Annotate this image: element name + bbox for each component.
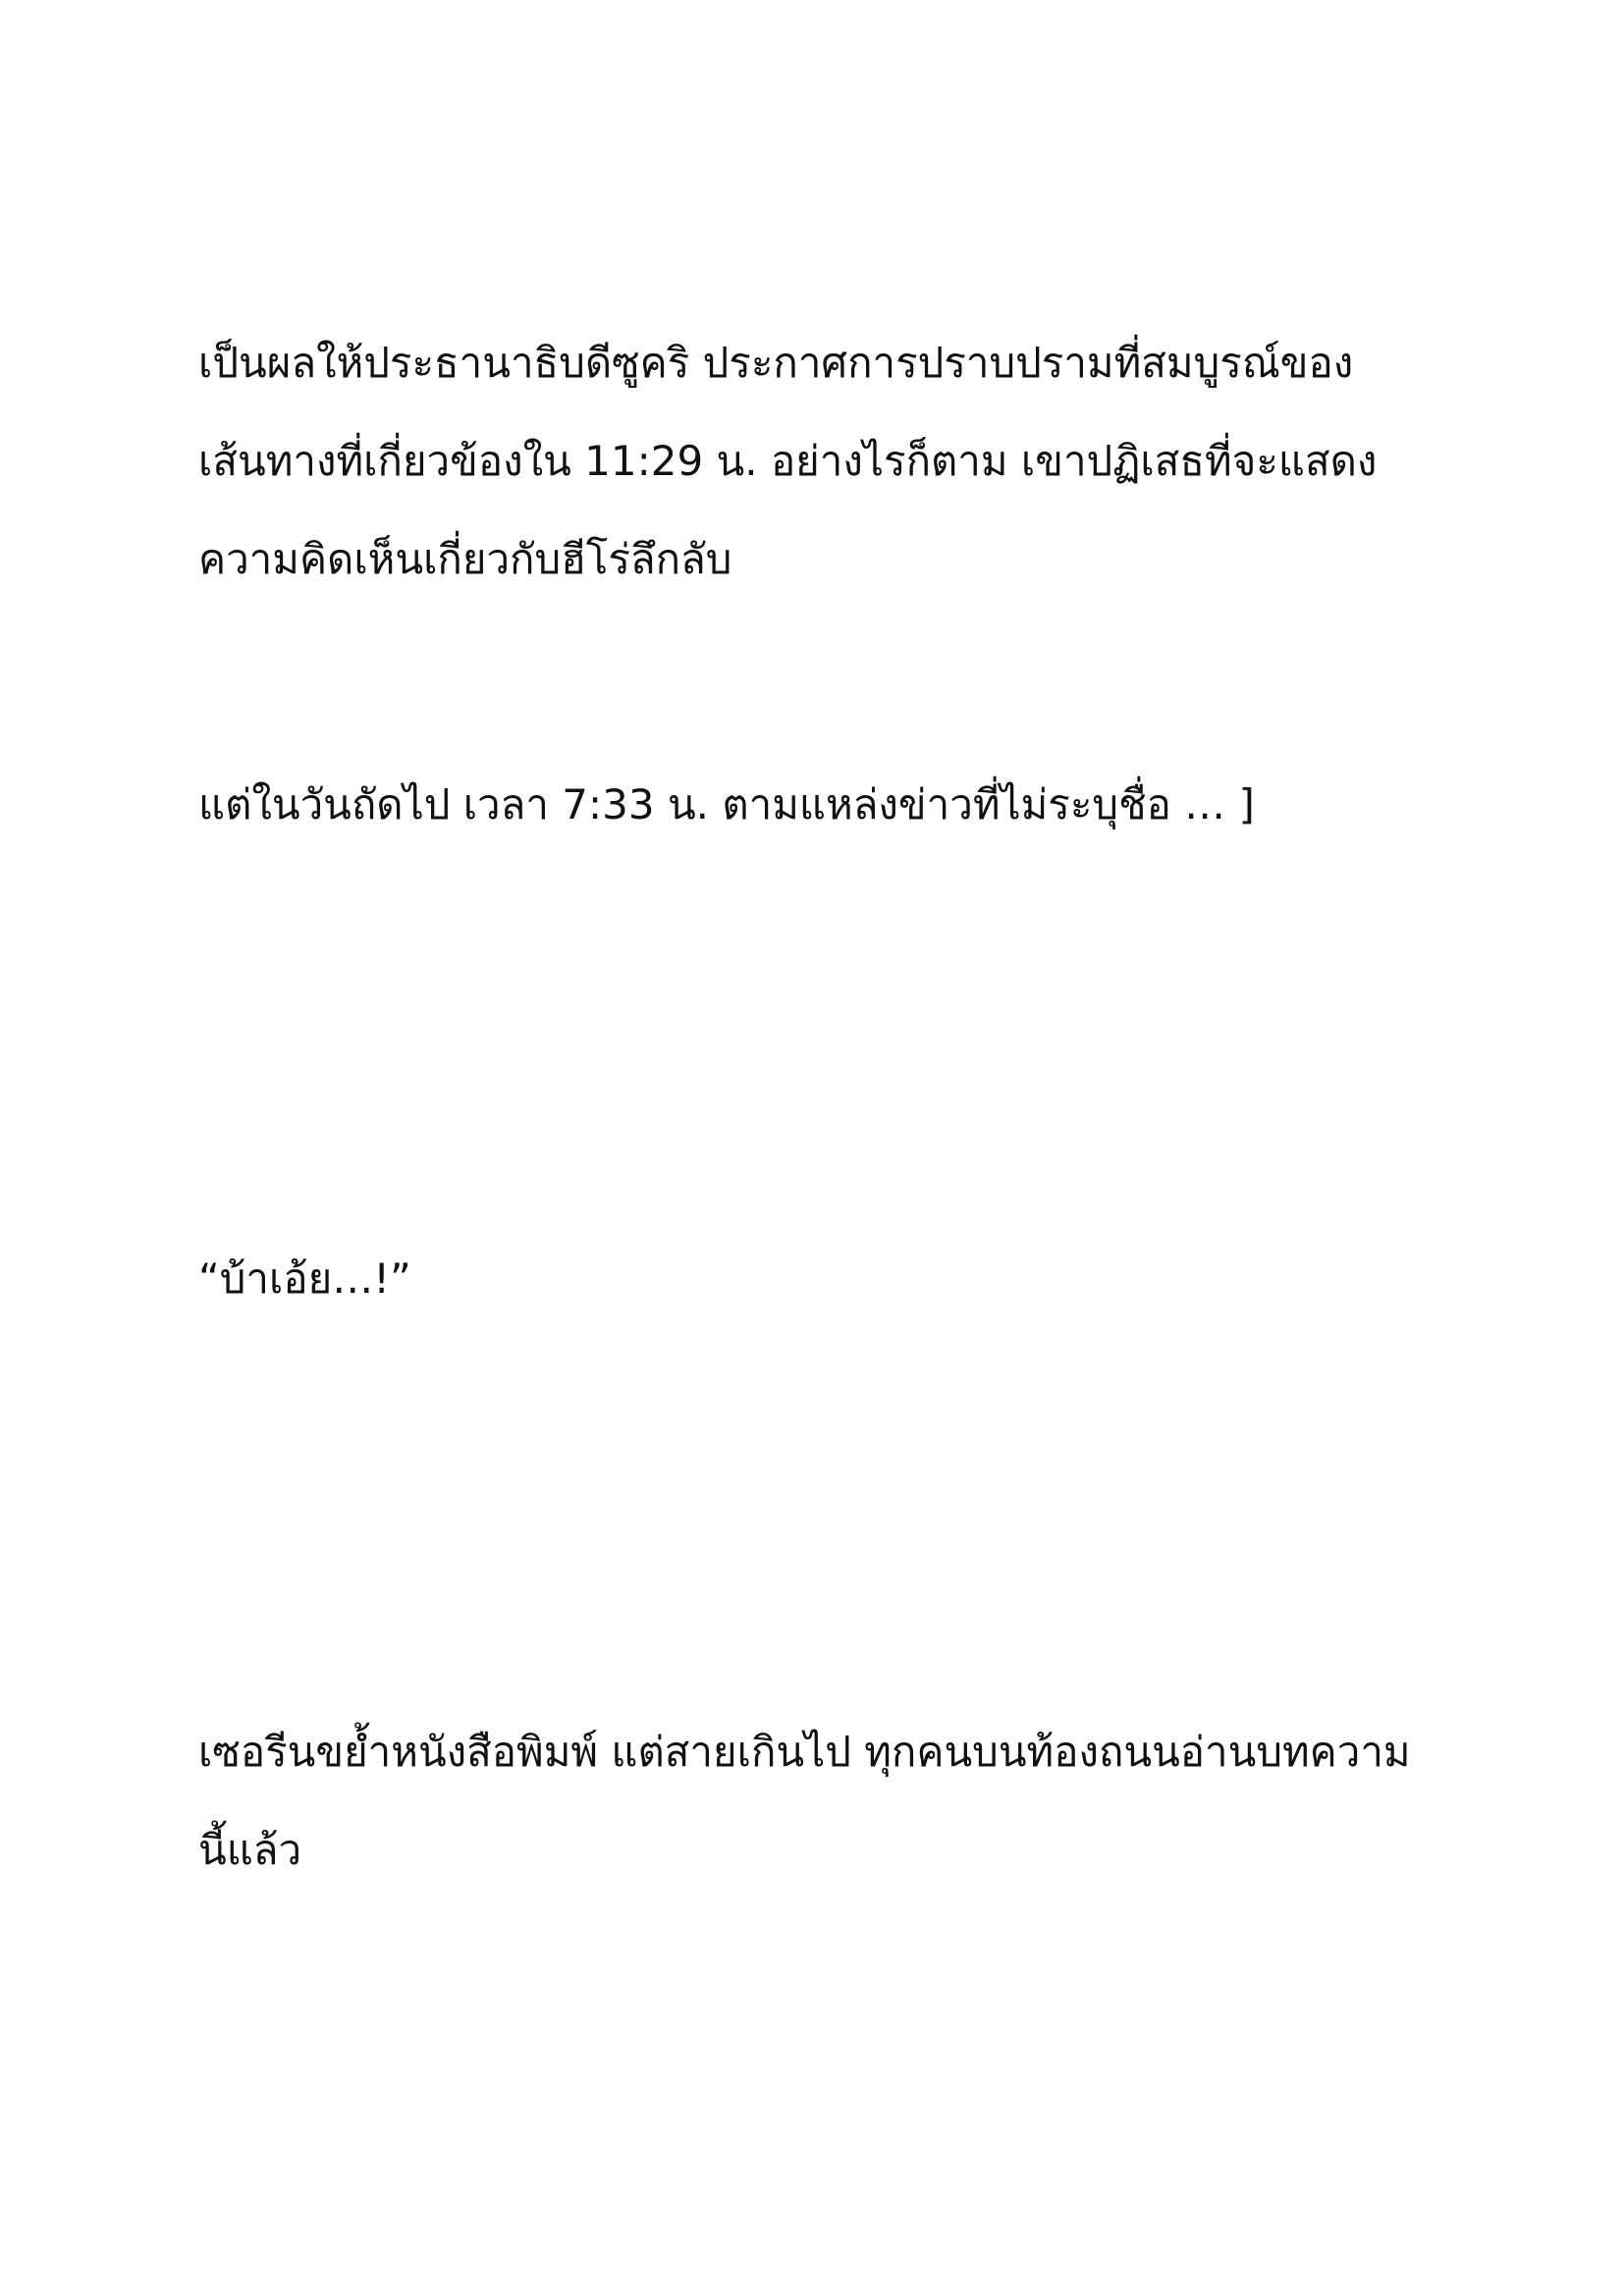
- paragraph-exclamation: [198, 1230, 1465, 1328]
- text-line: แต่ในวันถัดไป เวลา 7:33 น. ตามแหล่งข่าวที่ไม่ระบุชื่อ … ]: [198, 780, 1255, 828]
- text-line: “บ้าเอ้ย…!”: [198, 1255, 411, 1303]
- text-line: นี้แล้ว: [198, 1826, 302, 1874]
- text-line: เซอรีนขย้ำหนังสือพิมพ์ แต่สายเกินไป ทุกคนบนท้องถนนอ่านบทความ: [198, 1728, 1411, 1776]
- paragraph-newspaper: [198, 1703, 1465, 1899]
- text-line: ความคิดเห็นเกี่ยวกับฮีโร่ลึกลับ: [198, 535, 732, 583]
- paragraph-next-day: [198, 756, 1465, 854]
- text-line: เส้นทางที่เกี่ยวข้องใน 11:29 น. อย่างไรก็ตาม เขาปฏิเสธที่จะแสดง: [198, 437, 1378, 485]
- paragraph-announcement: [198, 314, 1465, 609]
- text-line: เป็นผลให้ประธานาธิบดีซูคริ ประกาศการปราบปรามที่สมบูรณ์ของ: [198, 339, 1354, 387]
